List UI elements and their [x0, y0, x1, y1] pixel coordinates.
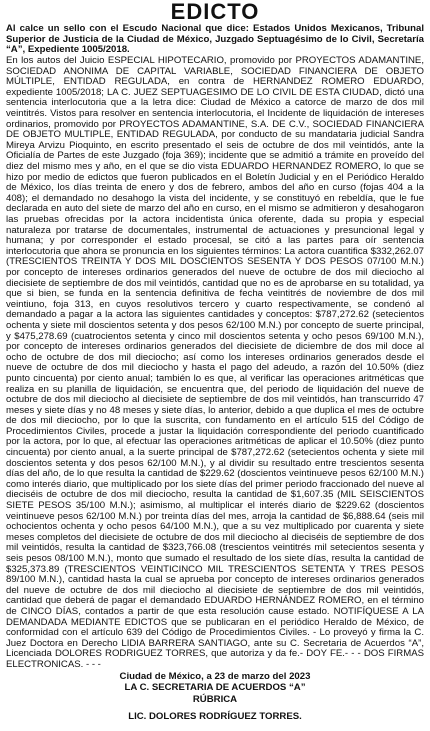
signer-name: LIC. DOLORES RODRÍGUEZ TORRES. — [128, 711, 302, 723]
secretary-title: LA C. SECRETARIA DE ACUERDOS “A” — [124, 682, 306, 694]
seal-description: Al calce un sello con el Escudo Nacional que dice: Estados Unidos Mexicanos, Tribunal Superior de Justicia de la Ciudad de México, Juzgado Septuagésimo de lo Civil, Secretaría “A”, Expediente 1005/2018. — [6, 23, 424, 56]
edict-title: EDICTO — [170, 0, 260, 24]
signature-label: RÚBRICA — [192, 693, 238, 705]
place-date: Ciudad de México, a 23 de marzo del 2023 — [119, 670, 311, 682]
edict-body-text: En los autos del Juicio ESPECIAL HIPOTECARIO, promovido por PROYECTOS ADAMANTINE, SOCIEDAD ANONIMA DE CAPITAL VARIABLE, SOCIEDAD FINANCIERA DE OBJETO MÚLTIPLE, ENTIDAD REGULADA, en contra de HERNANDEZ ROMERO EDUARDO, expediente 1005/2018; LA C. JUEZ SEPTUAGESIMO DE LO CIVIL DE ESTA CIUDAD, dictó una sentencia interlocutoria que a la letra dice: Ciudad de México a catorce de marzo de dos mil veintitrés. Vistos para resolver en sentencia interlocutoria, el Incidente de liquidación de intereses ordinarios, promovido por PROYECTOS ADAMANTINE, S.A. DE C.V., SOCIEDAD FINANCIERA DE OBJETO MULTIPLE, ENTIDAD REGULADA, por conducto de su mandataria judicial Sandra Mireya Arvizu Pioquinto, en escrito presentado el seis de octubre de dos mil veintidós, ante la Oficialía de Partes de este Juzgado (foja 369); incidente que se admitió a trámite en proveído del diez del mismo mes y año, en el que se dio vista EDUARDO HERNANDEZ ROMERO, lo que se hizo por medio de edictos que fueron publicados en el Boletín Judicial y en el Periódico Heraldo de México, los días treinta de enero y dos de febrero, ambos del año en curso (fojas 404 a la 408); el demandado no desahogo la vista del incidente, y se constituyó en rebeldía, que le fue declarada en auto del siete de marzo del año en curso, en el mismo se admitieron y desahogaron las pruebas ofrecidas por la actora incidentista única oferente, dada su propia y especial naturaleza por tratarse de documentales, instrumental de actuaciones y presuncional legal y humana; y por corresponder el estado procesal, se citó a las partes para oír sentencia interlocutoria que ahora se pronuncia en los siguientes términos: La actora cuantifica $332,262.07 (TRESCIENTOS TREINTA Y DOS MIL DOSCIENTOS SESENTA Y DOS PESOS 07/100 M.N.) por concepto de intereses ordinarios generados del nueve de octubre de dos mil dieciocho al diecisiete de septiembre de dos mil veintidós, cantidad que no es de aprobarse en su totalidad, ya que si bien, se funda en la sentencia definitiva de fecha veintitrés de noviembre de dos mil veintiuno, foja 313, en cuyos resolutivos tercero y cuarto respectivamente, se condenó al demandado a pagar a la actora las siguientes cantidades y conceptos: $787,272.62 (setecientos ochenta y siete mil doscientos setenta y dos pesos 62/100 M.N.) por concepto de suerte principal, y $475,278.69 (cuatrocientos setenta y cinco mil doscientos setenta y ocho pesos 69/100 M.N.), por concepto de intereses ordinarios generados del diecisiete de diciembre de dos mil doce al ocho de octubre de dos mil dieciocho; así como los intereses ordinarios generados desde el nueve de octubre de dos mil dieciocho y hasta el pago del adeudo, a razón del 10.50% (diez punto cincuenta) por ciento anual; también lo es que, al verificar las operaciones aritméticas que realiza en su planilla de liquidación, se encuentra que, del periodo de liquidación del nueve de octubre de dos mil dieciocho al diecisiete de septiembre de dos mil veintidós, han transcurrido 47 meses y siete días y no 48 meses y siete días, lo anterior, debido a que duplica el mes de octubre de dos mil dieciocho, por lo que la suscrita, con fundamento en el artículo 515 del Código de Procedimientos Civiles, procede a justar la liquidación correspondiente del periodo cuantificado por la actora, por lo que, al efectuar las operaciones aritméticas de aplicar el 10.50% (diez punto cincuenta) por ciento anual, a la suerte principal de $787,272.62 (setecientos ochenta y siete mil doscientos setenta y dos pesos 62/100 M.N.), y al dividir su resultado entre trescientos sesenta días del año, de lo que resulta la cantidad de $229.62 (doscientos veintinueve pesos 62/100 M.N.) como interés diario, que multiplicado por los siete días del primer periodo fraccionado del nueve al dieciséis de octubre de dos mil dieciocho, resulta la cantidad de $1,607.35 (MIL SEISCIENTOS SIETE PESOS 35/100 M.N.); asimismo, al multiplicar el interés diario de $229.62 (doscientos veintinueve pesos 62/100 M.N.) por treinta días del mes, arroja la cantidad de $6,888.64 (seis mil ochocientos ochenta y ocho pesos 64/100 M.N.), que a su vez multiplicado por cuarenta y siete meses completos del diecisiete de octubre de dos mil dieciocho al dieciséis de septiembre de dos mil veintidós, resulta la cantidad de $323,766.08 (trescientos veintitrés mil setecientos sesenta y seis pesos 08/100 M.N.), monto que sumado el resultado de los siete días, resulta la cantidad de $325,373.89 (TRESCIENTOS VEINTICINCO MIL TRESCIENTOS SETENTA Y TRES PESOS 89/100 M.N.), cantidad hasta la cual se aprueba por concepto de intereses ordinarios generados del nueve de octubre de dos mil dieciocho al diecisiete de septiembre de dos mil veintidós, cantidad que deberá de pagar el demandado EDUARDO HERNÁNDEZ ROMERO, en el término de CINCO DÍAS, contados a partir de que esta resolución cause estado. NOTIFÍQUESE A LA DEMANDADA MEDIANTE EDICTOS que se publicaran en el periódico Heraldo de México, de conformidad con el artículo 639 del Código de Procedimientos Civiles. - Lo proveyó y firma la C. Juez Doctora en Derecho LIDIA BARRERA SANTIAGO, ante su C. Secretaria de Acuerdos “A”, Licenciada DOLORES RODRIGUEZ TORRES, que autoriza y da fe.- DOY FE.- - - DOS FIRMAS ELECTRONICAS. - - - — [6, 55, 424, 670]
